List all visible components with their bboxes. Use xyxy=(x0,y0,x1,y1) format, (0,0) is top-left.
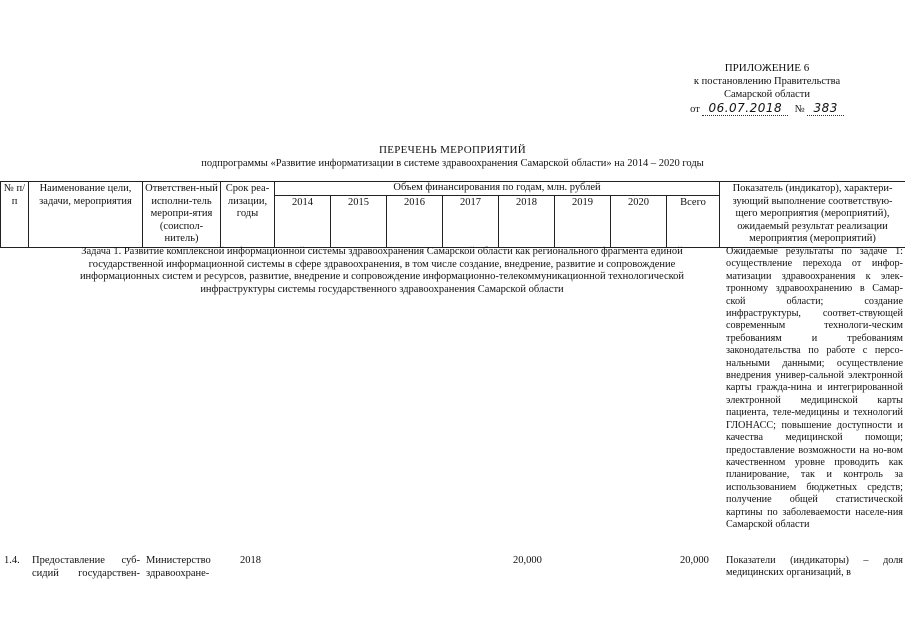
document-subtitle: подпрограммы «Развитие информатизации в системе здравоохранения Самарской области» на 2014 – 2020 годы xyxy=(201,158,704,169)
row-1-4-total: 20,000 xyxy=(680,555,709,566)
from-label: от xyxy=(690,104,700,115)
year-2020-header: 2020 xyxy=(611,195,667,247)
year-2016-header: 2016 xyxy=(387,195,443,247)
row-1-4-indicator: Показатели (индикаторы) – доля медицинских организаций, в xyxy=(726,555,903,579)
appendix-line1: к постановлению Правительства xyxy=(693,76,841,87)
row-1-4-executor: Министерство здравоохране- xyxy=(146,555,211,579)
document-title: ПЕРЕЧЕНЬ МЕРОПРИЯТИЙ xyxy=(378,144,527,156)
col-funding-header: Объем финансирования по годам, млн. рублей xyxy=(275,182,720,196)
col-num-header: № п/п xyxy=(1,182,29,248)
number-value: 383 xyxy=(807,101,843,116)
appendix-title: ПРИЛОЖЕНИЕ 6 xyxy=(724,62,810,74)
col-executor-header: Ответствен-ный исполни-тель меропри-ятия (соиспол-нитель) xyxy=(143,182,221,248)
col-term-header: Срок реа-лизации, годы xyxy=(221,182,275,248)
row-1-4-value-2018: 20,000 xyxy=(513,555,542,566)
appendix-date-line xyxy=(667,102,867,116)
measures-table-header xyxy=(0,181,905,248)
date-value: 06.07.2018 xyxy=(702,101,788,116)
row-1-4-num: 1.4. xyxy=(4,555,20,566)
year-2018-header: 2018 xyxy=(499,195,555,247)
task-1-text: Задача 1. Развитие комплексной информационной системы здравоохранения Самарской области как регионального фрагмента единой государственной информационной системы в сфере здравоохранения, в том числе создание, внедрение, развитие и сопровождение информационных систем и ресурсов, развитие, внедрение и сопровождение информационно-телекоммуникационной технологической инфраструктуры системы государственного здравоохранения Самарской области xyxy=(79,246,685,295)
row-1-4-term: 2018 xyxy=(240,555,261,566)
row-1-4-name: Предоставление суб-сидий государствен- xyxy=(32,555,140,579)
year-2014-header: 2014 xyxy=(275,195,331,247)
year-2015-header: 2015 xyxy=(331,195,387,247)
task-1-results: Ожидаемые результаты по задаче 1: осуществление перехода от инфор-матизации здравоохранения к элек-тронному здравоохранению в Самар-ской области; создание инфраструктуры, соответ-ствующей современным технологи-ческим требованиям и требованиям законодательства по работе с персо-нальными данными; осуществление внедрения универ-сальной электронной карты гражда-нина и интегрированной электронной медицинской карты пациента, теле-медицины и технологий ГЛОНАСС; повышение доступности и качества медицинской помощи; предоставление возможности на но-вом качественном уровне проводить как планирование, так и контроль за использованием бюджетных средств; получение общей статистической картины по заболеваемости населе-ния Самарской области xyxy=(726,246,903,530)
total-header: Всего xyxy=(667,195,720,247)
number-label: № xyxy=(794,104,805,115)
year-2019-header: 2019 xyxy=(555,195,611,247)
col-indicator-header: Показатель (индикатор), характери-зующий выполнение соответствую-щего мероприятия (мероприятий), ожидаемый результат реализации мероприятия (мероприятий) xyxy=(720,182,905,248)
year-2017-header: 2017 xyxy=(443,195,499,247)
appendix-line2: Самарской области xyxy=(724,89,810,100)
col-name-header: Наименование цели, задачи, мероприятия xyxy=(29,182,143,248)
